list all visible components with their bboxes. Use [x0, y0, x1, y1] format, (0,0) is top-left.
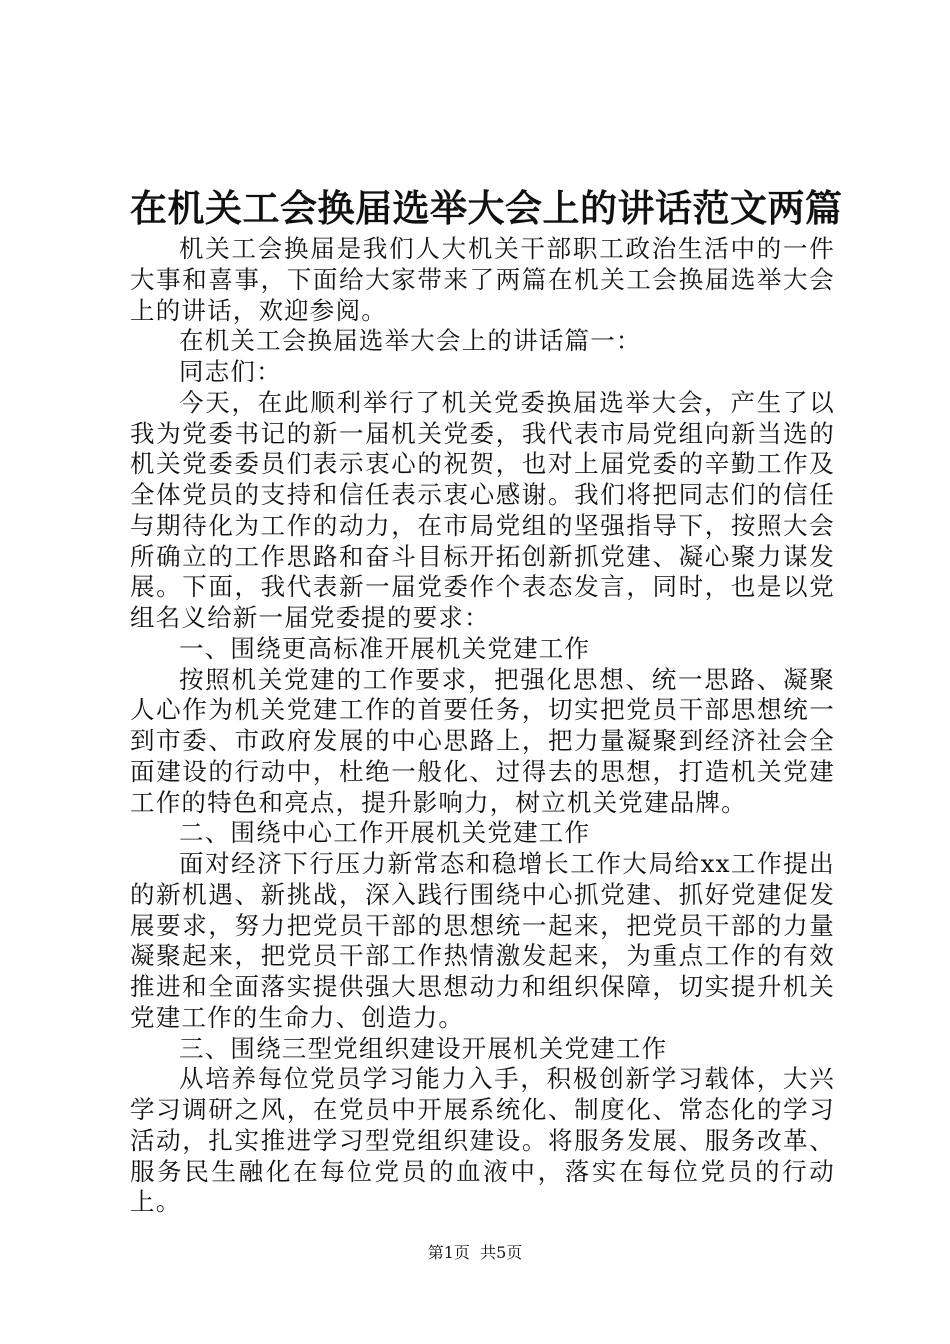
- section-heading-1: 一、围绕更高标准开展机关党建工作: [179, 633, 591, 663]
- document-title: 在机关工会换届选举大会上的讲话范文两篇: [130, 186, 843, 230]
- section-heading-3: 三、围绕三型党组织建设开展机关党建工作: [179, 1033, 668, 1063]
- section-heading-2: 二、围绕中心工作开展机关党建工作: [179, 818, 591, 848]
- paragraph-intro: 机关工会换届是我们人大机关干部职工政治生活中的一件大事和喜事，下面给大家带来了两篇在机关工会换届选举大会上的讲话，欢迎参阅。: [130, 234, 835, 325]
- page-footer: [0, 1241, 950, 1265]
- paragraph-speech-heading: 在机关工会换届选举大会上的讲话篇一：: [179, 326, 642, 356]
- page-number: 第1页 共5页: [427, 1243, 523, 1262]
- paragraph-section-2: 面对经济下行压力新常态和稳增长工作大局给xx工作提出的新机遇、新挑战，深入践行围绕中心抓党建、抓好党建促发展要求，努力把党员干部的思想统一起来，把党员干部的力量凝聚起来，把党员干部工作热情激发起来，为重点工作的有效推进和全面落实提供强大思想动力和组织保障，切实提升机关党建工作的生命力、创造力。: [130, 849, 835, 1032]
- paragraph-section-3: 从培养每位党员学习能力入手，积极创新学习载体，大兴学习调研之风，在党员中开展系统化、制度化、常态化的学习活动，扎实推进学习型党组织建设。将服务发展、服务改革、服务民生融化在每位党员的血液中，落实在每位党员的行动上。: [130, 1064, 835, 1217]
- paragraph-salutation: 同志们：: [179, 357, 282, 386]
- paragraph-opening: 今天，在此顺利举行了机关党委换届选举大会，产生了以我为党委书记的新一届机关党委，我代表市局党组向新当选的机关党委委员们表示衷心的祝贺，也对上届党委的辛勤工作及全体党员的支持和信任表示衷心感谢。我们将把同志们的信任与期待化为工作的动力，在市局党组的坚强指导下，按照大会所确立的工作思路和奋斗目标开拓创新抓党建、凝心聚力谋发展。下面，我代表新一届党委作个表态发言，同时，也是以党组名义给新一届党委提的要求：: [130, 387, 835, 632]
- document-body: [130, 234, 835, 1218]
- paragraph-section-1: 按照机关党建的工作要求，把强化思想、统一思路、凝聚人心作为机关党建工作的首要任务，切实把党员干部思想统一到市委、市政府发展的中心思路上，把力量凝聚到经济社会全面建设的行动中，杜绝一般化、过得去的思想，打造机关党建工作的特色和亮点，提升影响力，树立机关党建品牌。: [130, 664, 835, 817]
